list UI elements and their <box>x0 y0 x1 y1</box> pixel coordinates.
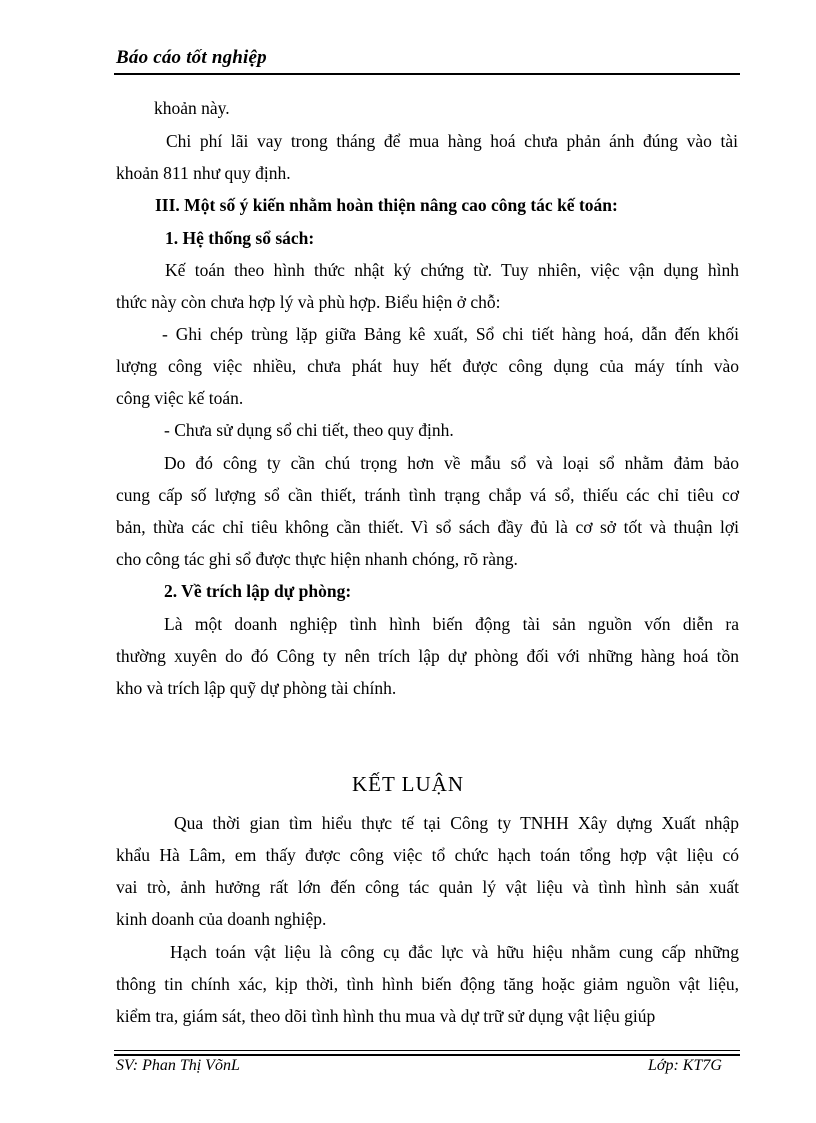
subsection-heading: 1. Hệ thống sổ sách: <box>165 228 315 248</box>
body-line: - Chưa sử dụng sổ chi tiết, theo quy định. <box>164 420 454 440</box>
body-line: - Ghi chép trùng lặp giữa Bảng kê xuất, Sổ chi tiết hàng hoá, dẫn đến khối <box>162 324 739 344</box>
body-line: khẩu Hà Lâm, em thấy được công việc tổ chức hạch toán tổng hợp vật liệu có <box>116 845 739 865</box>
body-line: khoản này. <box>154 98 230 118</box>
body-line: khoản 811 như quy định. <box>116 163 291 183</box>
body-line: Qua thời gian tìm hiểu thực tế tại Công ty TNHH Xây dựng Xuất nhập <box>174 813 739 833</box>
footer-rule <box>114 1054 740 1056</box>
body-line: bản, thừa các chỉ tiêu không cần thiết. Vì sổ sách đầy đủ là cơ sở tốt và thuận lợi <box>116 517 739 537</box>
body-line: thông tin chính xác, kịp thời, tình hình biến động tăng hoặc giảm nguồn vật liệu, <box>116 974 739 994</box>
subsection-heading: 2. Về trích lập dự phòng: <box>164 581 352 601</box>
body-line: cung cấp số lượng sổ cần thiết, tránh tình trạng chắp vá sổ, thiếu các chỉ tiêu cơ <box>116 485 739 505</box>
body-line: vai trò, ảnh hưởng rất lớn đến công tác quản lý vật liệu và tình hình sản xuất <box>116 877 739 897</box>
body-line: kinh doanh của doanh nghiệp. <box>116 909 327 929</box>
body-line: thường xuyên do đó Công ty nên trích lập dự phòng đối với những hàng hoá tồn <box>116 646 739 666</box>
body-line: công việc kế toán. <box>116 388 244 408</box>
section-heading: III. Một số ý kiến nhằm hoàn thiện nâng cao công tác kế toán: <box>155 195 618 215</box>
conclusion-title: KẾT LUẬN <box>351 772 464 796</box>
body-line: Là một doanh nghiệp tình hình biến động tài sản nguồn vốn diễn ra <box>164 614 739 634</box>
body-line: Chi phí lãi vay trong tháng để mua hàng hoá chưa phản ánh đúng vào tài <box>166 131 738 151</box>
body-line: Kế toán theo hình thức nhật ký chứng từ. Tuy nhiên, việc vận dụng hình <box>165 260 739 280</box>
body-line: kiểm tra, giám sát, theo dõi tình hình thu mua và dự trữ sử dụng vật liệu giúp <box>116 1006 656 1026</box>
footer-class: Lớp: KT7G <box>648 1057 722 1074</box>
body-line: kho và trích lập quỹ dự phòng tài chính. <box>116 678 397 698</box>
header-rule <box>114 73 740 75</box>
body-line: thức này còn chưa hợp lý và phù hợp. Biểu hiện ở chỗ: <box>116 292 501 312</box>
body-line: lượng công việc nhiều, chưa phát huy hết được công dụng của máy tính vào <box>116 356 739 376</box>
body-line: Do đó công ty cần chú trọng hơn về mẫu sổ và loại sổ nhằm đảm bảo <box>164 453 739 473</box>
body-line: cho công tác ghi sổ được thực hiện nhanh chóng, rõ ràng. <box>116 549 518 569</box>
body-line: Hạch toán vật liệu là công cụ đắc lực và hữu hiệu nhằm cung cấp những <box>170 942 739 962</box>
footer-student: SV: Phan Thị VõnL <box>116 1057 240 1074</box>
header-title: Báo cáo tốt nghiệp <box>116 47 267 68</box>
footer-rule <box>114 1050 740 1051</box>
